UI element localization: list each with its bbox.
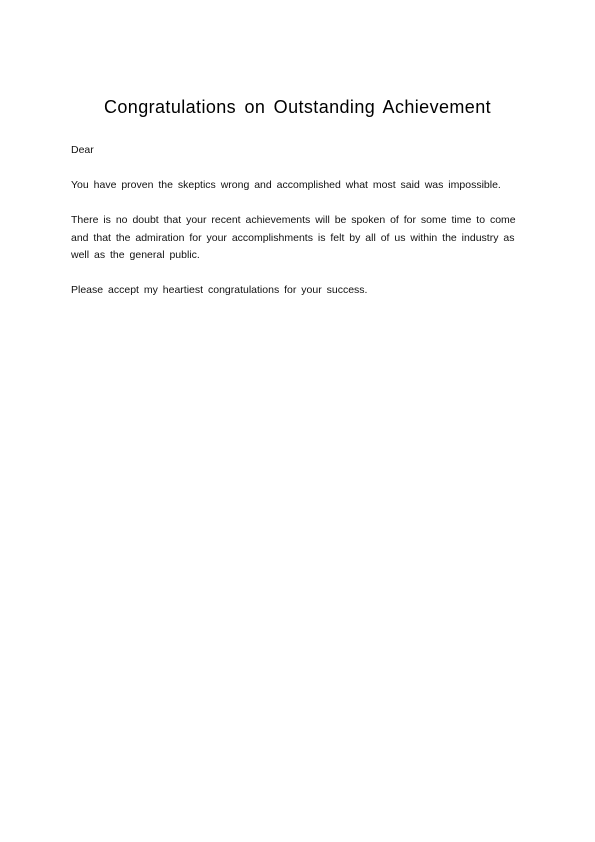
letter-paragraph: You have proven the skeptics wrong and accomplished what most said was impossible.: [71, 179, 501, 191]
letter-title: Congratulations on Outstanding Achievement: [103, 97, 492, 117]
letter-body: [71, 142, 519, 317]
letter-paragraph: There is no doubt that your recent achievements will be spoken of for some time to come and that the admiration for your accomplishments is felt by all of us within the industry as well as the general public.: [71, 214, 516, 261]
letter-paragraph: Please accept my heartiest congratulations for your success.: [71, 284, 368, 296]
letter-greeting: Dear: [71, 144, 94, 156]
